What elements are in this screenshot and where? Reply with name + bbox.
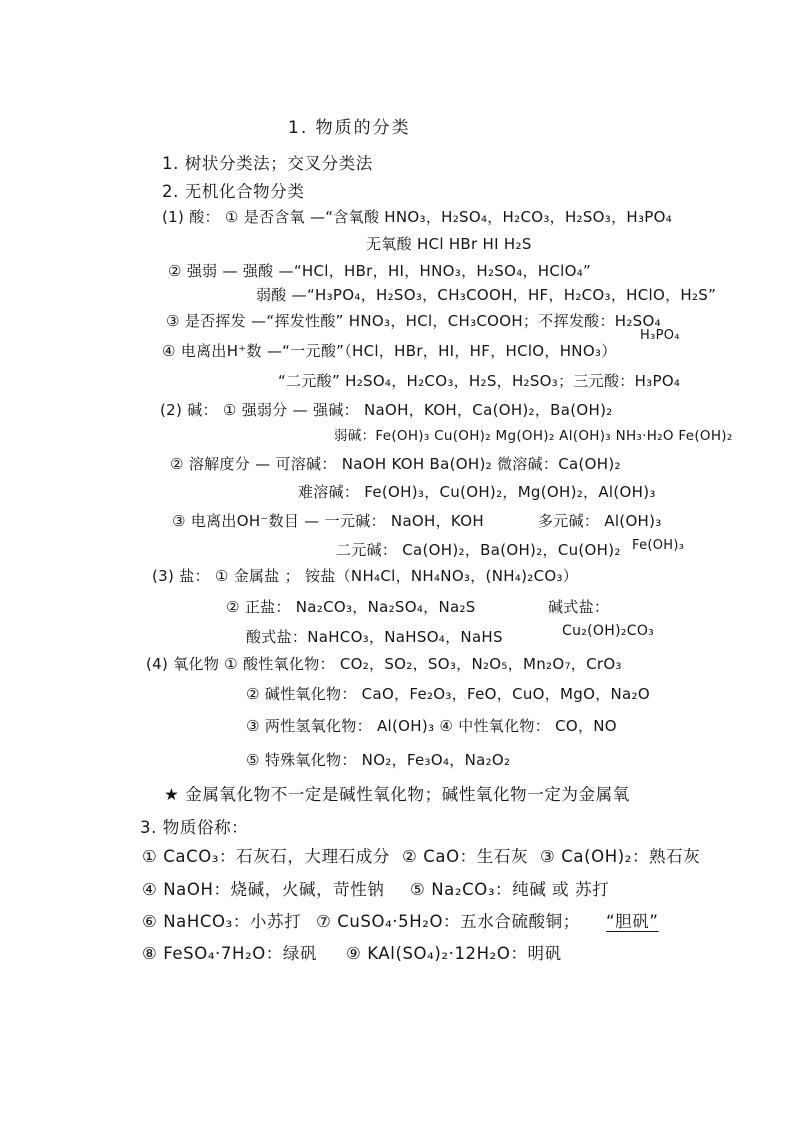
base-line-diacid: 二元碱： Ca(OH)₂，Ba(OH)₂，Cu(OH)₂ <box>336 541 621 559</box>
note-line-inorganic-classification: 2. 无机化合物分类 <box>162 182 305 201</box>
oxide-line-acidic: (4) 氧化物 ① 酸性氧化物： CO₂，SO₂，SO₃，N₂O₅，Mn₂O₇，CrO₃ <box>146 655 622 673</box>
acid-line-oxygen: (1) 酸： ① 是否含氧 —“含氧酸 HNO₃，H₂SO₄，H₂CO₃，H₂SO₃，H₃PO₄ <box>162 208 673 226</box>
name-line-cuso4: ⑦ CuSO₄·5H₂O：五水合硫酸铜； <box>316 912 580 931</box>
base-line-polyacid: 多元碱： Al(OH)₃ <box>538 512 662 530</box>
acid-line-volatility-extra: H₃PO₄ <box>640 328 680 343</box>
oxide-line-basic: ② 碱性氧化物： CaO，Fe₂O₃，FeO，CuO，MgO，Na₂O <box>246 685 650 703</box>
note-line-common-names: 3. 物质俗称： <box>140 818 249 837</box>
oxide-line-amphoteric: ③ 两性氢氧化物： Al(OH)₃ ④ 中性氧化物： CO，NO <box>246 717 617 735</box>
acid-line-strong: ② 强弱 — 强酸 —“HCl，HBr，HI，HNO₃，H₂SO₄，HClO₄” <box>168 262 592 280</box>
name-line-cao: ② CaO：生石灰 <box>402 847 529 866</box>
base-line-soluble: ② 溶解度分 — 可溶碱： NaOH KOH Ba(OH)₂ 微溶碱：Ca(OH)₂ <box>170 455 621 473</box>
name-line-na2co3: ⑤ Na₂CO₃：纯碱 或 苏打 <box>410 880 610 899</box>
acid-line-oxygen-free: 无氧酸 HCl HBr HI H₂S <box>366 235 532 253</box>
salt-line-types: (3) 盐： ① 金属盐 ； 铵盐（NH₄Cl，NH₄NO₃，(NH₄)₂CO₃） <box>152 567 579 585</box>
base-line-diacid-extra: Fe(OH)₃ <box>632 538 685 553</box>
name-line-feso4: ⑧ FeSO₄·7H₂O：绿矾 <box>142 944 318 963</box>
note-line-metal-oxide: ★ 金属氧化物不一定是碱性氧化物；碱性氧化物一定为金属氧 <box>164 785 630 804</box>
salt-line-acid: 酸式盐：NaHCO₃，NaHSO₄，NaHS <box>246 628 503 646</box>
salt-line-basic-value: Cu₂(OH)₂CO₃ <box>562 623 655 639</box>
page-title: 1. 物质的分类 <box>288 118 411 138</box>
name-line-caco3: ① CaCO₃：石灰石，大理石成分 <box>142 847 390 866</box>
salt-line-basic-label: 碱式盐： <box>548 598 610 616</box>
acid-line-weak: 弱酸 —“H₃PO₄，H₂SO₃，CH₃COOH，HF，H₂CO₃，HClO，H₂S” <box>256 286 717 304</box>
name-line-alum: ⑨ KAl(SO₄)₂·12H₂O：明矾 <box>346 944 562 963</box>
base-line-strong: (2) 碱： ① 强弱分 — 强碱： NaOH，KOH，Ca(OH)₂，Ba(OH)₂ <box>160 401 613 419</box>
base-line-weak: 弱碱：Fe(OH)₃ Cu(OH)₂ Mg(OH)₂ Al(OH)₃ NH₃·H₂O Fe(OH)₂ <box>334 428 733 444</box>
name-line-caoh2: ③ Ca(OH)₂：熟石灰 <box>540 847 701 866</box>
salt-line-normal: ② 正盐： Na₂CO₃，Na₂SO₄，Na₂S <box>226 598 476 616</box>
note-line-classification-methods: 1. 树状分类法；交叉分类法 <box>162 154 373 173</box>
oxide-line-special: ⑤ 特殊氧化物： NO₂，Fe₃O₄，Na₂O₂ <box>246 751 511 769</box>
base-line-monoacid: ③ 电离出OH⁻数目 — 一元碱： NaOH，KOH <box>172 512 484 530</box>
acid-line-volatility: ③ 是否挥发 —“挥发性酸” HNO₃，HCl，CH₃COOH；不挥发酸：H₂SO₄ <box>166 312 661 330</box>
name-line-nahco3: ⑥ NaHCO₃：小苏打 <box>142 912 302 931</box>
name-line-danfan: “胆矾” <box>606 912 659 931</box>
base-line-insoluble: 难溶碱： Fe(OH)₃，Cu(OH)₂，Mg(OH)₂，Al(OH)₃ <box>298 483 656 501</box>
name-line-naoh: ④ NaOH：烧碱，火碱，苛性钠 <box>142 880 385 899</box>
acid-line-basicity: ④ 电离出H⁺数 —“一元酸”（HCl，HBr，HI，HF，HClO，HNO₃） <box>162 342 617 360</box>
acid-line-dibasic: “二元酸” H₂SO₄，H₂CO₃，H₂S，H₂SO₃；三元酸：H₃PO₄ <box>278 372 681 390</box>
